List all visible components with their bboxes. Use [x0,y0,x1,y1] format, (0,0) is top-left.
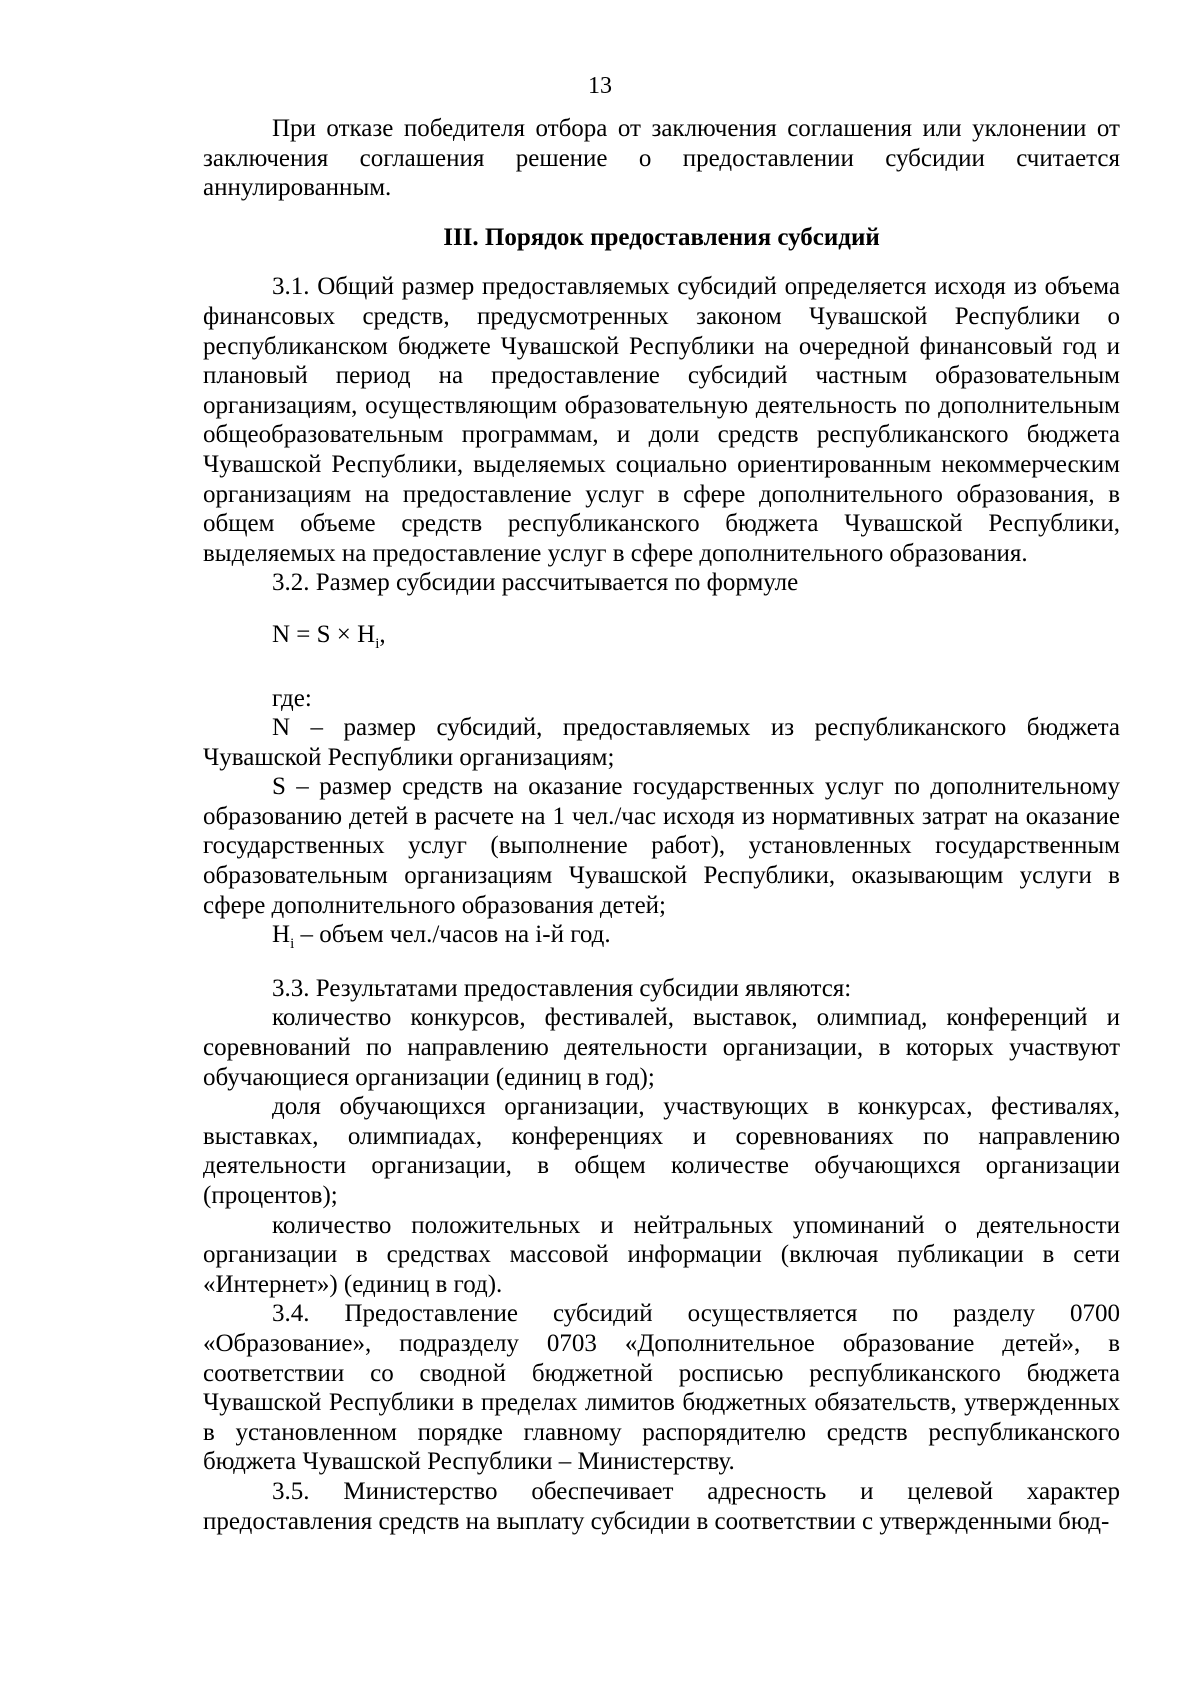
intro-paragraph: При отказе победителя отбора от заключения соглашения или уклонении от заключения соглашения решение о предоставлении субсидии считается аннулированным. [203,115,1120,202]
document-body [203,114,1120,1536]
definition-n: N – размер субсидий, предоставляемых из республиканского бюджета Чувашской Республики организациям; [203,714,1120,771]
section-heading: III. Порядок предоставления субсидий [443,223,880,251]
clause-3-2: 3.2. Размер субсидии рассчитывается по формуле [272,569,799,597]
definition-h-symbol: H [272,921,291,949]
clause-3-3-item-3: количество положительных и нейтральных упоминаний о деятельности организации в средствах массовой информации (включая публикации в сети «Интернет») (единиц в год). [203,1211,1120,1298]
formula-subscript: i [375,635,380,652]
definition-h [203,920,1120,953]
clause-3-3-item-1: количество конкурсов, фестивалей, выставок, олимпиад, конференций и соревнований по направлению деятельности организации, в которых участвуют обучающиеся организации (единиц в год); [203,1004,1120,1091]
clause-3-4: 3.4. Предоставление субсидий осуществляется по разделу 0700 «Образование», подразделу 0703 «Дополнительное образование детей», в соответствии со сводной бюджетной росписью республиканского бюджета Чувашской Республики в пределах лимитов бюджетных обязательств, утвержденных в установленном порядке главному распорядителю средств республиканского бюджета Чувашской Республики – Министерству. [203,1300,1120,1476]
page-number: 13 [588,73,612,99]
formula-main: N = S × H [272,620,376,648]
definition-h-text: – объем чел./часов на i-й год. [294,921,611,949]
clause-3-3-lead: 3.3. Результатами предоставления субсидии являются: [272,974,852,1002]
clause-3-1: 3.1. Общий размер предоставляемых субсидий определяется исходя из объема финансовых средств, предусмотренных законом Чувашской Республики о республиканском бюджете Чувашской Республики на очередной финансовый год и плановый период на предоставление субсидий частным образовательным организациям, осуществляющим образовательную деятельность по дополнительным общеобразовательным программам, и доли средств республиканского бюджета Чувашской Республики, выделяемых социально ориентированным некоммерческим организациям на предоставление услуг в сфере дополнительного образования, в общем объеме средств республиканского бюджета Чувашской Республики, выделяемых на предоставление услуг в сфере дополнительного образования. [203,273,1120,567]
formula-tail: , [379,620,386,648]
definition-h-subscript: i [290,936,295,953]
definition-s: S – размер средств на оказание государственных услуг по дополнительному образованию детей в расчете на 1 чел./час исходя из нормативных затрат на оказание государственных услуг (выполнение работ), установленных государственным образовательным организациям Чувашской Республики, оказывающим услуги в сфере дополнительного образования детей; [203,773,1120,919]
where-label: где: [272,684,312,712]
clause-3-3-item-2: доля обучающихся организации, участвующих в конкурсах, фестивалях, выставках, олимпиадах, конференциях и соревнованиях по направлению деятельности организации, в общем количестве обучающихся организации (процентов); [203,1093,1120,1209]
clause-3-5: 3.5. Министерство обеспечивает адресность и целевой характер предоставления средств на выплату субсидии в соответствии с утвержденными бюд- [203,1477,1120,1535]
formula [272,620,1120,650]
